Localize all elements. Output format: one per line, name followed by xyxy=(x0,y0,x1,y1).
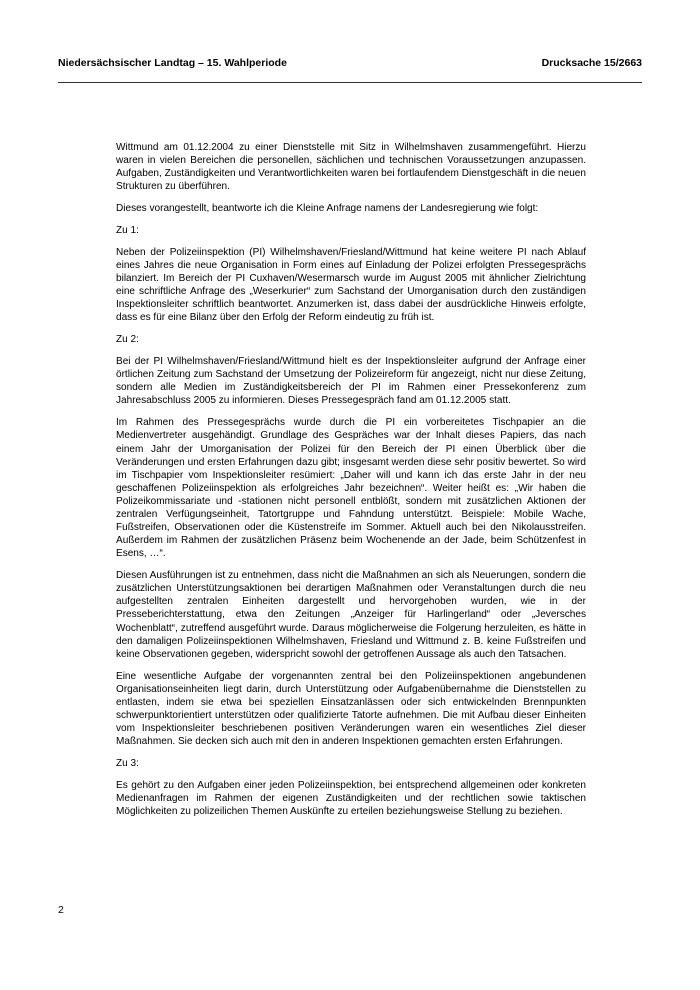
answer-heading-1: Zu 1: xyxy=(116,225,139,237)
paragraph-answer-1: Neben der Polizeiinspektion (PI) Wilhelmshaven/Friesland/Wittmund hat keine weitere PI nach Ablauf eines Jahres die neue Organisation in Form eines auf Einladung der Polizei erfolgten Pressegesprächs bilanziert. Im Bereich der PI Cuxhaven/Wesermarsch wurde im August 2005 mit ähnlicher Zielrichtung eine schriftliche Anfrage des „Weserkurier“ zum Sachstand der Umorganisation durch den zuständigen Inspektionsleiter schriftlich beantwortet. Anzumerken ist, dass dabei der ausdrückliche Hinweis erfolgte, dass es für eine Bilanz über den Erfolg der Reform eindeutig zu früh ist. xyxy=(116,246,586,324)
header-divider xyxy=(58,82,642,83)
page-header xyxy=(58,56,642,70)
answer-heading-2: Zu 2: xyxy=(116,334,139,346)
paragraph-answer-2b: Im Rahmen des Pressegesprächs wurde durch die PI ein vorbereitetes Tischpapier an die Medienvertreter ausgehändigt. Grundlage des Gespräches war der Inhalt dieses Papiers, das nach einem Jahr der Umorganisation der Polizei für den Bereich der PI einen Überblick über die Veränderungen und ersten Erfahrungen dazu gibt; insgesamt werden diese sehr positiv bewertet. So wird im Tischpapier vom Inspektionsleiter resümiert: „Daher will und kann ich das erste Jahr in der neu geschaffenen Polizeiinspektion als erfolgreiches Jahr bezeichnen“. Weiter heißt es: „Wir haben die Polizeikommissariate und -stationen nicht personell entblößt, sondern mit zusätzlichen Aktionen der zentralen Verfügungseinheit, Tatortgruppe und Fahndung unterstützt. Beispiele: Mobile Wache, Fußstreifen, Observationen oder die Küstenstreife im Sommer. Aktuell auch bei den Nikolausstreifen. Außerdem im Rahmen der zusätzlichen Präsenz beim Wochenende an der Jade, beim Schützenfest in Esens, …“. xyxy=(116,417,586,560)
paragraph-preface: Dieses vorangestellt, beantworte ich die Kleine Anfrage namens der Landesregierung wie folgt: xyxy=(116,203,539,215)
paragraph-answer-2c: Diesen Ausführungen ist zu entnehmen, dass nicht die Maßnahmen an sich als Neuerungen, sondern die zusätzlichen Unterstützungsaktionen bei derartigen Maßnahmen oder Veranstaltungen durch die neu aufgestellten zentralen Einheiten dargestellt und hervorgehoben wurden, wie in der Presseberichterstattung, etwa den Zeitungen „Anzeiger für Harlingerland“ oder „Jeversches Wochenblatt“, zutreffend ausgeführt wurde. Daraus möglicherweise die Folgerung herzuleiten, es hätte in den damaligen Polizeiinspektionen Wilhelmshaven, Friesland und Wittmund z. B. keine Fußstreifen und keine Observationen gegeben, widerspricht sowohl der getroffenen Aussage als auch den Tatsachen. xyxy=(116,570,586,660)
paragraph-intro: Wittmund am 01.12.2004 zu einer Dienststelle mit Sitz in Wilhelmshaven zusammengeführt. Hierzu waren in vielen Bereichen die personellen, sächlichen und technischen Voraussetzungen anzupassen. Aufgaben, Zuständigkeiten und Verantwortlichkeiten waren bei fortlaufendem Dienstgeschäft in die neuen Strukturen zu überführen. xyxy=(116,142,586,193)
header-title: Niedersächsischer Landtag – 15. Wahlperiode xyxy=(58,57,287,69)
paragraph-answer-2d: Eine wesentliche Aufgabe der vorgenannten zentral bei den Polizeiinspektionen angebundenen Organisationseinheiten liegt darin, durch Unterstützung oder Aufgabenübernahme die Dienststellen zu entlasten, indem sie etwa bei speziellen Einsatzanlässen oder sich entwickelnden Brennpunkten schwerpunktorientiert unterstützen oder qualifizierte Tatorte aufnehmen. Die mit Aufbau dieser Einheiten vom Inspektionsleiter beschriebenen positiven Veränderungen waren ein wesentliches Ziel dieser Maßnahmen. Sie decken sich auch mit den in anderen Inspektionen gemachten ersten Erfahrungen. xyxy=(116,670,586,748)
header-document-number: Drucksache 15/2663 xyxy=(541,57,642,69)
document-body xyxy=(116,141,586,827)
paragraph-answer-3: Es gehört zu den Aufgaben einer jeden Polizeiinspektion, bei entsprechend allgemeinen oder konkreten Medienanfragen im Rahmen der eigenen Zuständigkeiten und der rechtlichen sowie taktischen Möglichkeiten zu polizeilichen Themen Auskünfte zu erteilen beziehungsweise Stellung zu beziehen. xyxy=(116,779,586,818)
page-number: 2 xyxy=(58,904,64,916)
paragraph-answer-2a: Bei der PI Wilhelmshaven/Friesland/Wittmund hielt es der Inspektionsleiter aufgrund der Anfrage einer örtlichen Zeitung zum Sachstand der Umsetzung der Polizeireform für angezeigt, nicht nur diese Zeitung, sondern alle Medien im Zuständigkeitsbereich der PI im Rahmen einer Pressekonferenz zum Jahresabschluss 2005 zu informieren. Dieses Pressegespräch fand am 01.12.2005 statt. xyxy=(116,356,586,407)
answer-heading-3: Zu 3: xyxy=(116,758,139,770)
